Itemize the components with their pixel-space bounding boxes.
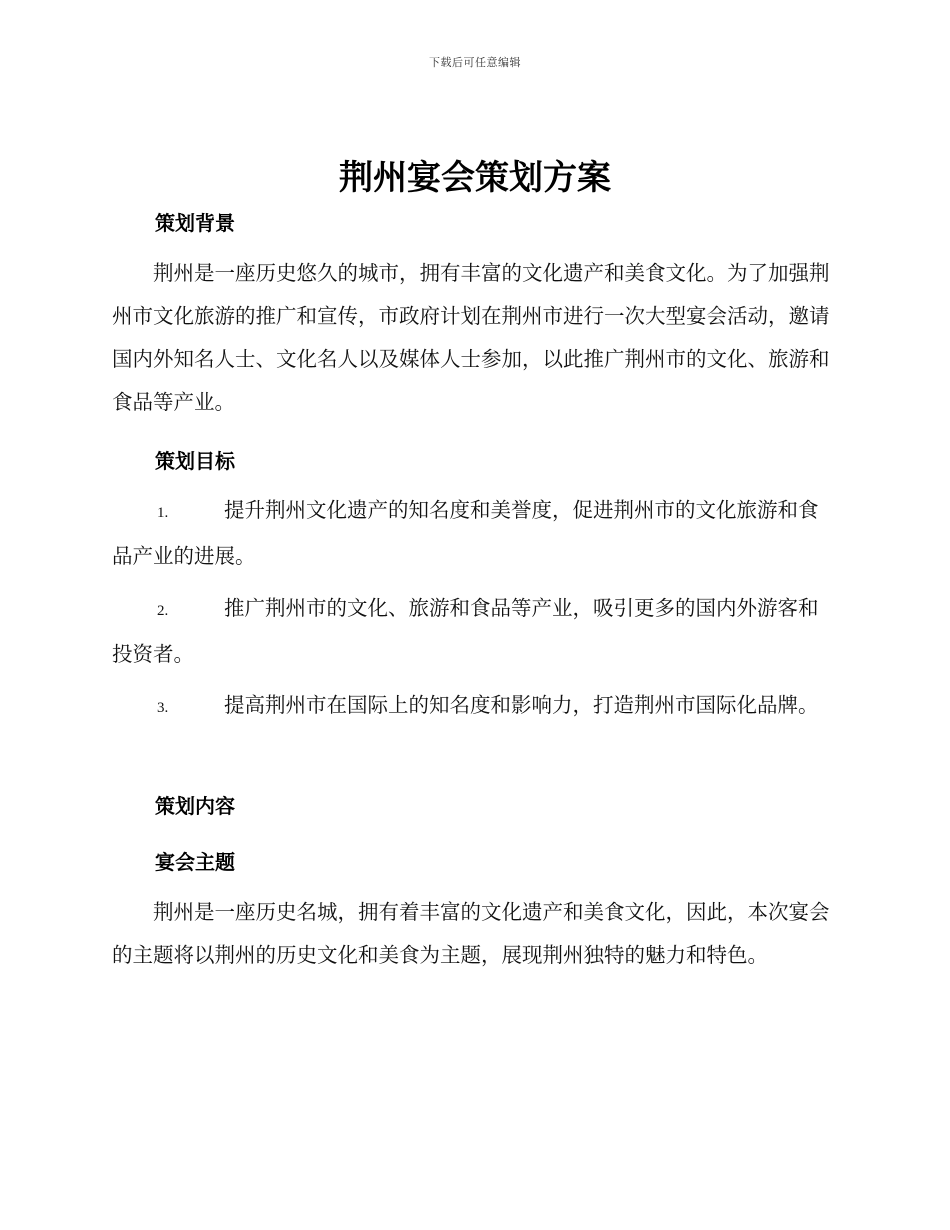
goal-number: 2.: [157, 603, 169, 619]
section-heading-theme: 宴会主题: [155, 850, 235, 874]
section-heading-content: 策划内容: [155, 794, 235, 818]
page-header-note: 下载后可任意编辑: [429, 56, 521, 69]
goal-number: 1.: [157, 505, 169, 521]
document-title: 荆州宴会策划方案: [339, 158, 611, 198]
goal-item: [112, 684, 832, 730]
theme-paragraph: 荆州是一座历史名城，拥有着丰富的文化遗产和美食文化，因此，本次宴会的主题将以荆州的历史文化和美食为主题，展现荆州独特的魅力和特色。: [112, 900, 830, 967]
goal-number: 3.: [157, 700, 169, 716]
section-heading-goals: 策划目标: [155, 449, 235, 473]
background-paragraph: 荆州是一座历史悠久的城市，拥有丰富的文化遗产和美食文化。为了加强荆州市文化旅游的推广和宣传，市政府计划在荆州市进行一次大型宴会活动，邀请国内外知名人士、文化名人以及媒体人士参加，以此推广荆州市的文化、旅游和食品等产业。: [112, 261, 830, 414]
goal-text: 推广荆州市的文化、旅游和食品等产业，吸引更多的国内外游客和投资者。: [112, 596, 819, 666]
goal-text: 提升荆州文化遗产的知名度和美誉度，促进荆州市的文化旅游和食品产业的进展。: [112, 498, 819, 568]
goal-item: [112, 489, 832, 578]
goal-item: [112, 587, 832, 676]
goal-text: 提高荆州市在国际上的知名度和影响力，打造荆州市国际化品牌。: [224, 693, 819, 717]
section-heading-background: 策划背景: [155, 211, 235, 235]
